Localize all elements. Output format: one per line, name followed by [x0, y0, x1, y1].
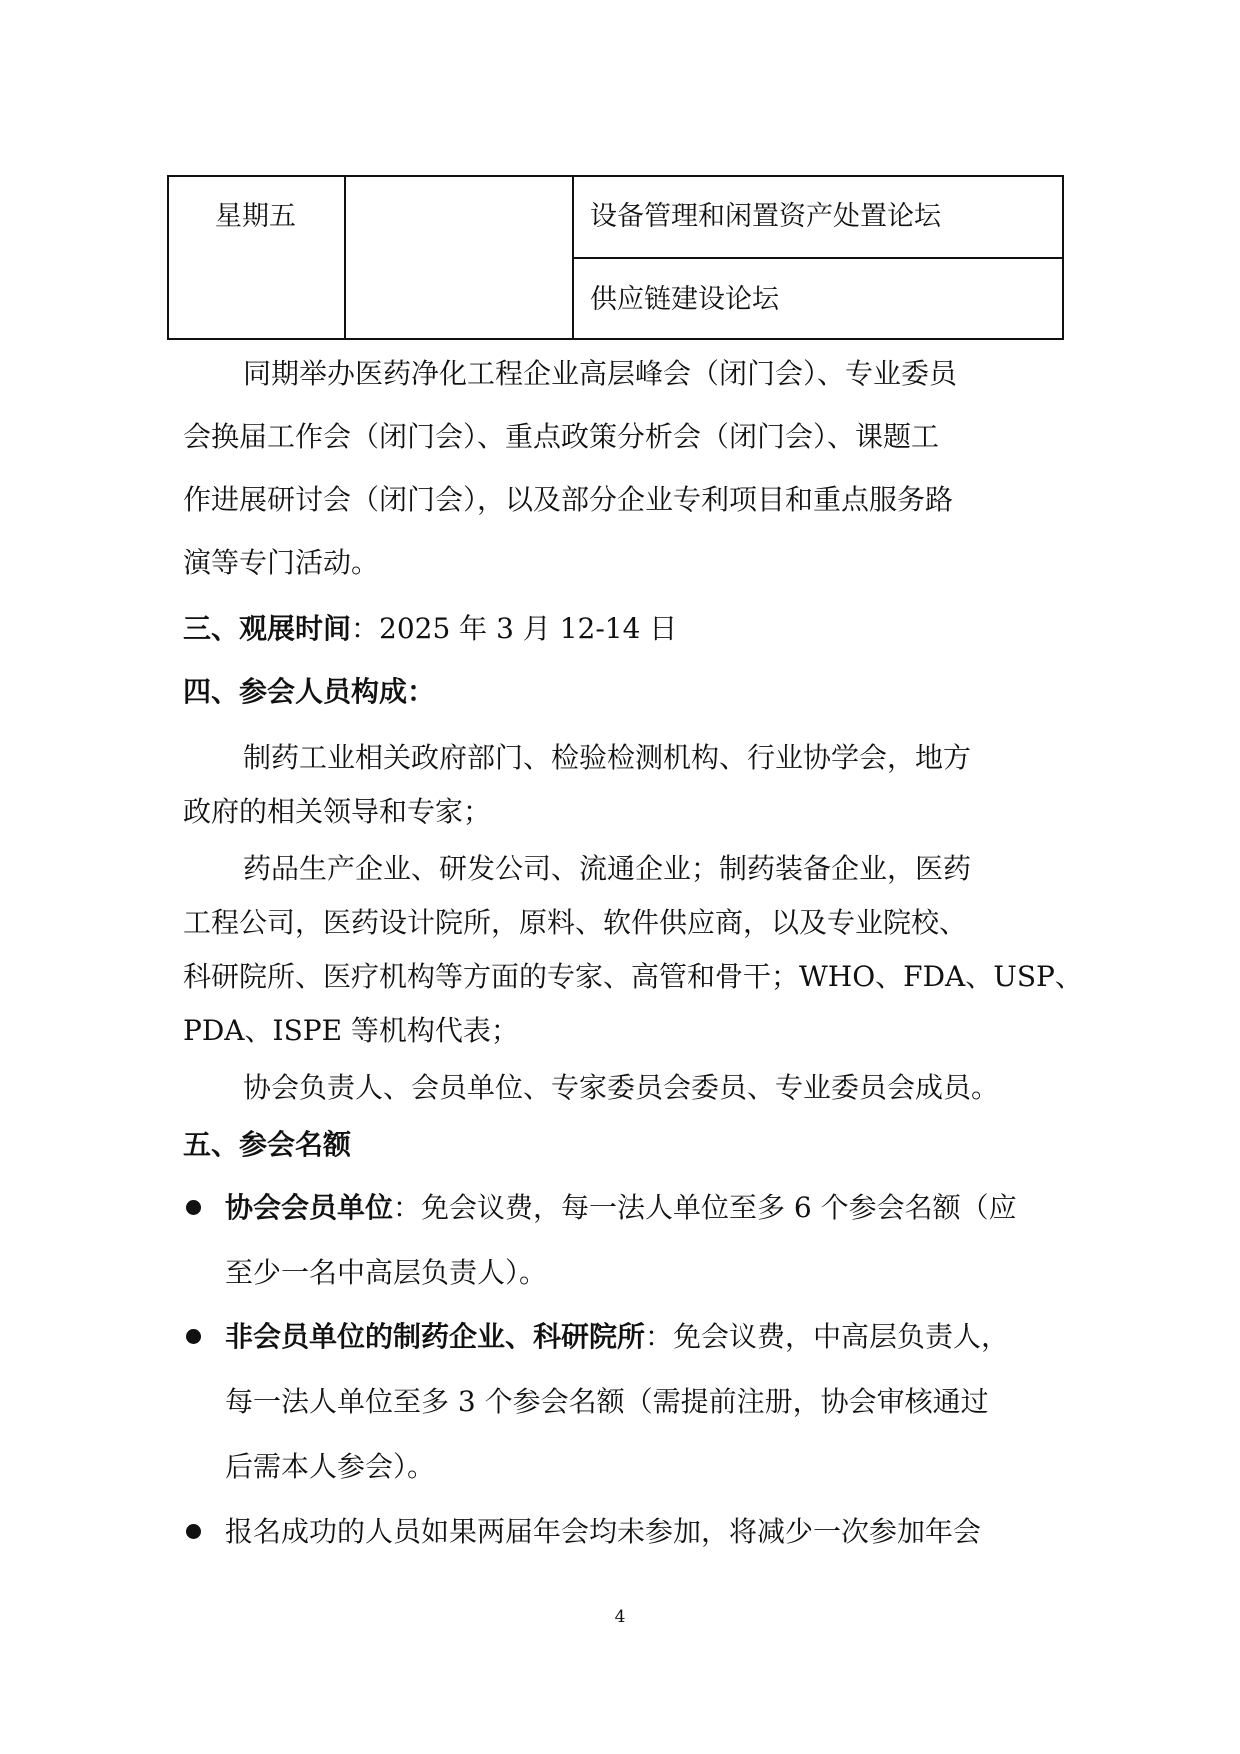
section-heading: 三、观展时间	[183, 612, 352, 645]
schedule-table	[167, 175, 1064, 340]
paragraph-line: 工程公司，医药设计院所，原料、软件供应商，以及专业院校、	[183, 906, 968, 939]
bullet-text: ：免会议费，中高层负责人，	[645, 1320, 1010, 1353]
page-number: 4	[614, 1607, 626, 1627]
paragraph-line: 同期举办医药净化工程企业高层峰会（闭门会）、专业委员	[243, 357, 958, 390]
paragraph-line: 每一法人单位至多 3 个参会名额（需提前注册，协会审核通过	[225, 1385, 989, 1418]
paragraph-line: 作进展研讨会（闭门会），以及部分企业专利项目和重点服务路	[183, 483, 954, 516]
bullet-icon	[186, 1200, 201, 1215]
exhibition-date: ：2025 年 3 月 12-14 日	[351, 612, 678, 645]
table-cell-forum: 供应链建设论坛	[590, 284, 779, 315]
section-heading: 五、参会名额	[183, 1128, 352, 1161]
section-heading-exhibition-time	[183, 612, 677, 646]
paragraph-line: PDA、ISPE 等机构代表；	[183, 1014, 519, 1047]
bullet-item-attendance-rule: 报名成功的人员如果两届年会均未参加，将减少一次参加年会	[225, 1515, 982, 1548]
paragraph-line: 会换届工作会（闭门会）、重点政策分析会（闭门会）、课题工	[183, 420, 940, 453]
paragraph-line: 制药工业相关政府部门、检验检测机构、行业协学会，地方	[243, 741, 972, 774]
bullet-label: 非会员单位的制药企业、科研院所	[225, 1320, 646, 1353]
table-divider	[572, 257, 1062, 259]
bullet-icon	[186, 1329, 201, 1344]
paragraph-line: 政府的相关领导和专家；	[183, 795, 492, 828]
paragraph-line: 协会负责人、会员单位、专家委员会委员、专业委员会成员。	[243, 1071, 1000, 1104]
paragraph-line: 科研院所、医疗机构等方面的专家、高管和骨干；WHO、FDA、USP、	[183, 960, 1083, 993]
table-cell-forum: 设备管理和闲置资产处置论坛	[590, 201, 941, 232]
bullet-item-members	[225, 1191, 1017, 1225]
bullet-text: ：免会议费，每一法人单位至多 6 个参会名额（应	[393, 1191, 1017, 1224]
paragraph-line: 至少一名中高层负责人）。	[225, 1256, 548, 1289]
bullet-icon	[186, 1524, 201, 1539]
paragraph-line: 后需本人参会）。	[225, 1450, 436, 1483]
bullet-item-non-members	[225, 1320, 1009, 1354]
section-heading: 四、参会人员构成：	[183, 675, 436, 708]
table-cell-day: 星期五	[215, 201, 296, 232]
paragraph-line: 药品生产企业、研发公司、流通企业；制药装备企业，医药	[243, 852, 972, 885]
table-divider	[344, 177, 346, 338]
bullet-label: 协会会员单位	[225, 1191, 394, 1224]
paragraph-line: 演等专门活动。	[183, 546, 380, 579]
